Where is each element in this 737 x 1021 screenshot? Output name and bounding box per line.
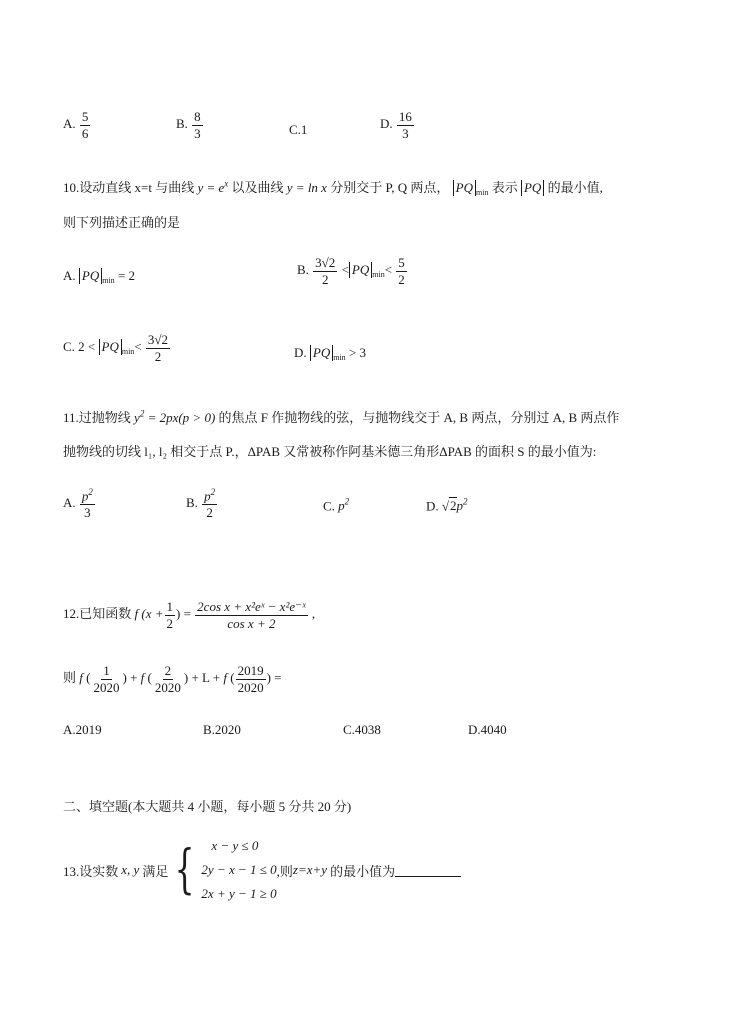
section-title: 二、填空题(本大题共 4 小题，每小题 5 分共 20 分)	[63, 799, 352, 814]
numerator: 8	[194, 109, 201, 124]
option-label: D.	[426, 498, 439, 514]
q12-option-c: C.4038	[343, 722, 381, 737]
q11-text: 的焦点 F 作抛物线的弦，与抛物线交于 A, B 两点，分别过 A, B 两点作	[218, 410, 620, 425]
fraction	[165, 600, 176, 630]
formula-fx: f (x +	[134, 606, 164, 622]
option-value: $√2p^2$	[441, 497, 468, 514]
option-value: > 3	[348, 345, 367, 360]
option-label: A.	[63, 494, 76, 510]
fraction	[80, 110, 91, 140]
q13-text: ,则	[276, 863, 293, 879]
numerator: 5	[81, 109, 89, 124]
brace-icon: {	[174, 840, 195, 900]
denominator: 2020	[237, 679, 264, 695]
denominator: 3	[402, 125, 409, 141]
q13-text: 的最小值为	[330, 863, 396, 879]
q13-vars: x, y	[121, 862, 140, 877]
option-label: B.	[186, 494, 198, 510]
numerator: 16	[398, 109, 412, 124]
fraction	[153, 664, 183, 694]
denominator: cos x + 2	[227, 615, 276, 631]
denominator: 2	[206, 504, 213, 520]
q10-text: 10.设动直线 x=t 与曲线	[63, 180, 195, 195]
q11-option-d	[426, 497, 468, 514]
pq-abs: PQ	[99, 339, 122, 355]
q9-option-d	[380, 110, 415, 140]
q13-text: 满足	[142, 863, 169, 879]
fraction	[146, 333, 170, 363]
answer-blank[interactable]	[395, 864, 461, 877]
q10-option-a: A. PQ $_{min}$ = 2	[63, 268, 136, 285]
fraction	[236, 664, 266, 694]
numerator: 3√2	[147, 332, 169, 347]
q12-option-b: B.2020	[203, 722, 241, 737]
numerator: 2	[164, 663, 172, 678]
q13-formula: z=x+y	[292, 862, 328, 877]
denominator: 3	[84, 504, 91, 520]
numerator: $p^2$	[204, 487, 216, 504]
fraction	[91, 664, 121, 694]
numerator: 2cos x + x²eˣ − x²e⁻ˣ	[197, 599, 306, 614]
q13-text: 13.设实数	[63, 863, 119, 879]
denominator: 2020	[93, 679, 120, 695]
q10-line1: 10.设动直线 x=t 与曲线 $y = e^x$ 以及曲线 y = ln x 分别交于 P, Q 两点， PQ $_{min}$ 表示 PQ 的最小值,	[63, 178, 603, 197]
pq-abs: PQ	[453, 180, 476, 196]
q9-option-b	[176, 110, 204, 140]
numerator: 5	[398, 255, 405, 270]
numerator: 2019	[237, 663, 264, 678]
pq-abs: PQ	[79, 268, 102, 284]
q12-line1: 12.已知函数 f (x + $\frac{1}{2}$ ) = $\frac{\text{2cos x + x²eˣ − x²e⁻ˣ}}{\text{cos x + 2}}$ ,	[63, 599, 316, 631]
q12-text: 则	[63, 670, 77, 686]
option-label: B.	[176, 116, 188, 132]
option-label: D.	[380, 116, 393, 132]
q13	[63, 834, 461, 906]
denominator: 2	[166, 615, 173, 631]
numerator: 1	[103, 663, 110, 678]
q10-option-d: D. PQ $_{min}$ > 3	[294, 345, 367, 362]
option-label: B.	[297, 262, 309, 278]
formula-y-lnx: y = ln x	[286, 180, 327, 195]
denominator: 2	[321, 271, 329, 287]
q12-text: 12.已知函数	[63, 606, 132, 622]
numerator: 1	[166, 599, 173, 614]
pq-abs: PQ	[349, 262, 372, 278]
constraint: x − y ≤ 0	[211, 838, 259, 853]
denominator: 2	[154, 348, 162, 364]
option-value: 2 <	[78, 339, 96, 355]
option-label: C.	[63, 339, 75, 355]
formula-y-ex: $y = e^x$	[197, 178, 229, 195]
option-label: A.	[63, 116, 76, 132]
q12-text: + L +	[191, 670, 221, 686]
fraction	[80, 488, 95, 520]
denominator: 2020	[154, 679, 181, 695]
q12-option-a: A.2019	[63, 722, 102, 737]
q10-text: 的最小值,	[547, 180, 603, 195]
fraction	[195, 600, 307, 630]
fraction	[202, 488, 217, 520]
q10-text: 以及曲线	[231, 180, 284, 195]
constraint-system	[201, 834, 276, 906]
q9-option-c: C.1	[289, 122, 308, 137]
denominator: 3	[194, 125, 201, 141]
q12-line2: 则 f ( $\frac{1}{2020}$ ) + f ( $\frac{2}{2020}$ ) + L + f ( $\frac{2019}{2020}$ ) =	[63, 663, 282, 695]
q11-option-c	[323, 497, 349, 514]
q10-text: 分别交于 P, Q 两点，	[330, 180, 450, 195]
q9-option-a	[63, 110, 91, 140]
q11-line2: 抛物线的切线 l₁, l₂ 相交于点 P.，ΔPAB 又常被称作阿基米德三角形ΔPAB 的面积 S 的最小值为:	[63, 444, 597, 459]
pq-abs: PQ	[521, 180, 544, 196]
q11-option-b	[186, 488, 218, 520]
pq-abs: PQ	[310, 345, 333, 361]
numerator: $p^2$	[81, 487, 93, 504]
formula-parabola: $y^2 = 2px(p > 0)$	[134, 408, 216, 425]
constraint: 2y − x − 1 ≤ 0	[201, 862, 277, 877]
q10-text: 表示	[491, 180, 518, 195]
fraction	[313, 256, 337, 286]
option-label: A.	[63, 268, 76, 283]
q11-line1	[63, 407, 619, 426]
q10-option-b: B. $\frac{3√2}{2}$ < PQ $_{min}$< $\frac{5}{2}$	[297, 255, 405, 287]
q11-option-a	[63, 488, 96, 520]
option-value: = 2	[117, 268, 136, 283]
constraint: 2x + y − 1 ≥ 0	[201, 886, 277, 901]
fraction	[396, 256, 407, 286]
option-value: $p^2$	[338, 497, 350, 514]
denominator: 6	[81, 125, 89, 141]
q11-text: 11.过抛物线	[63, 410, 131, 425]
q10-option-c: C. 2 < PQ $_{min}$< $\frac{3√2}{2}$	[63, 332, 169, 364]
fraction	[192, 110, 203, 140]
q12-option-d: D.4040	[468, 722, 507, 737]
fraction	[397, 110, 414, 140]
numerator: 3√2	[315, 255, 336, 270]
denominator: 2	[398, 271, 405, 287]
q10-line2: 则下列描述正确的是	[63, 215, 181, 230]
option-label: D.	[294, 345, 307, 360]
option-label: C.	[323, 498, 335, 514]
